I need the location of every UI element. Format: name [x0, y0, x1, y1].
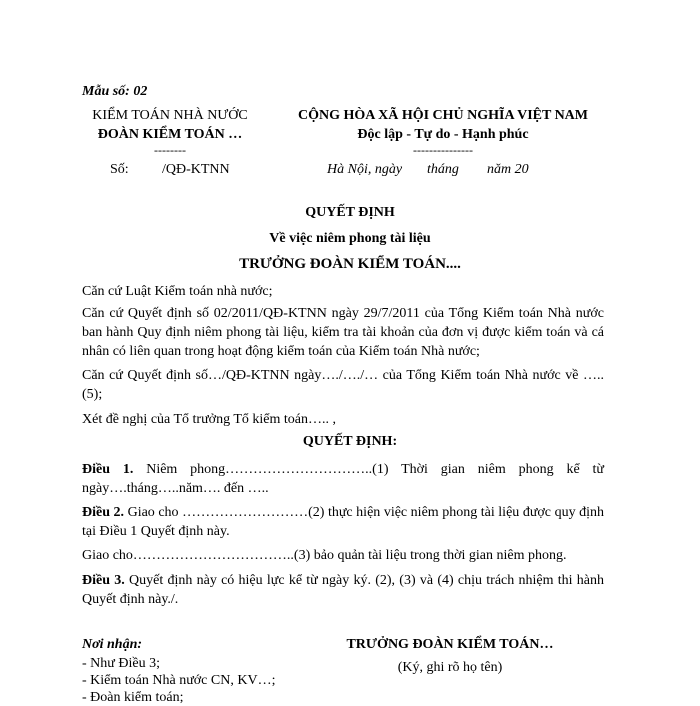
basis-decision-audit: Căn cứ Quyết định số…/QĐ-KTNN ngày…./…./… của Tổng Kiểm toán Nhà nước về …..(5); — [82, 368, 604, 402]
place-date: Hà Nội, ngày — [327, 162, 403, 177]
article-2-custody — [82, 546, 604, 565]
audit-team-name: ĐOÀN KIỂM TOÁN … — [97, 127, 243, 142]
date-month: tháng — [427, 162, 459, 177]
article-3-label: Điều 3. — [82, 573, 125, 588]
recipient-item: - Đoàn kiểm toán; — [82, 690, 184, 705]
article-2-custody-text: Giao cho……………………………..(3) bảo quản tài liệu trong thời gian niêm phong. — [82, 548, 567, 563]
basis-decision-02: Căn cứ Quyết định số 02/2011/QĐ-KTNN ngày 29/7/2011 của Tổng Kiểm toán Nhà nước ban hành Quy định niêm phong tài liệu, kiểm tra tài khoản của đơn vị được kiểm toán và cá nhân có liên quan trong hoạt động kiểm toán của Kiểm toán Nhà nước; — [82, 306, 604, 359]
recipients-heading: Nơi nhận: — [82, 637, 143, 652]
motto: Độc lập - Tự do - Hạnh phúc — [357, 127, 529, 142]
left-divider: -------- — [154, 143, 186, 157]
agency-name: KIỂM TOÁN NHÀ NƯỚC — [92, 108, 248, 123]
document-subtitle: Về việc niêm phong tài liệu — [269, 231, 431, 246]
decision-heading: QUYẾT ĐỊNH: — [302, 434, 398, 449]
article-1 — [82, 460, 604, 498]
basis-proposal: Xét đề nghị của Tổ trưởng Tổ kiểm toán….. , — [82, 412, 336, 427]
number-label: Số: — [110, 162, 129, 177]
signature-note: (Ký, ghi rõ họ tên) — [397, 660, 503, 675]
article-3 — [82, 571, 604, 609]
recipient-item: - Kiểm toán Nhà nước CN, KV…; — [82, 673, 276, 688]
recipient-item: - Như Điều 3; — [82, 656, 160, 671]
article-1-label: Điều 1. — [82, 462, 134, 477]
article-1-text: Niêm phong…………………………..(1) Thời gian niêm phong kể từ ngày….tháng…..năm…. đến ….. — [82, 462, 605, 496]
issuing-authority: TRƯỞNG ĐOÀN KIỂM TOÁN.... — [239, 256, 461, 272]
article-2 — [82, 503, 604, 541]
document-title: QUYẾT ĐỊNH — [305, 205, 395, 220]
number-value: /QĐ-KTNN — [162, 162, 230, 177]
form-number: Mẫu số: 02 — [82, 84, 148, 99]
country-name: CỘNG HÒA XÃ HỘI CHỦ NGHĨA VIỆT NAM — [297, 108, 588, 123]
basis-law: Căn cứ Luật Kiểm toán nhà nước; — [82, 284, 273, 299]
article-3-text: Quyết định này có hiệu lực kể từ ngày ký. (2), (3) và (4) chịu trách nhiệm thi hành Quyết định này./. — [82, 573, 604, 607]
article-2-label: Điều 2. — [82, 505, 125, 520]
article-2-text: Giao cho ………………………(2) thực hiện việc niêm phong tài liệu được quy định tại Điều 1 Quyết định này. — [82, 505, 604, 539]
date-year: năm 20 — [487, 162, 529, 177]
right-divider: --------------- — [413, 143, 473, 157]
signature-title: TRƯỞNG ĐOÀN KIỂM TOÁN… — [346, 637, 554, 652]
